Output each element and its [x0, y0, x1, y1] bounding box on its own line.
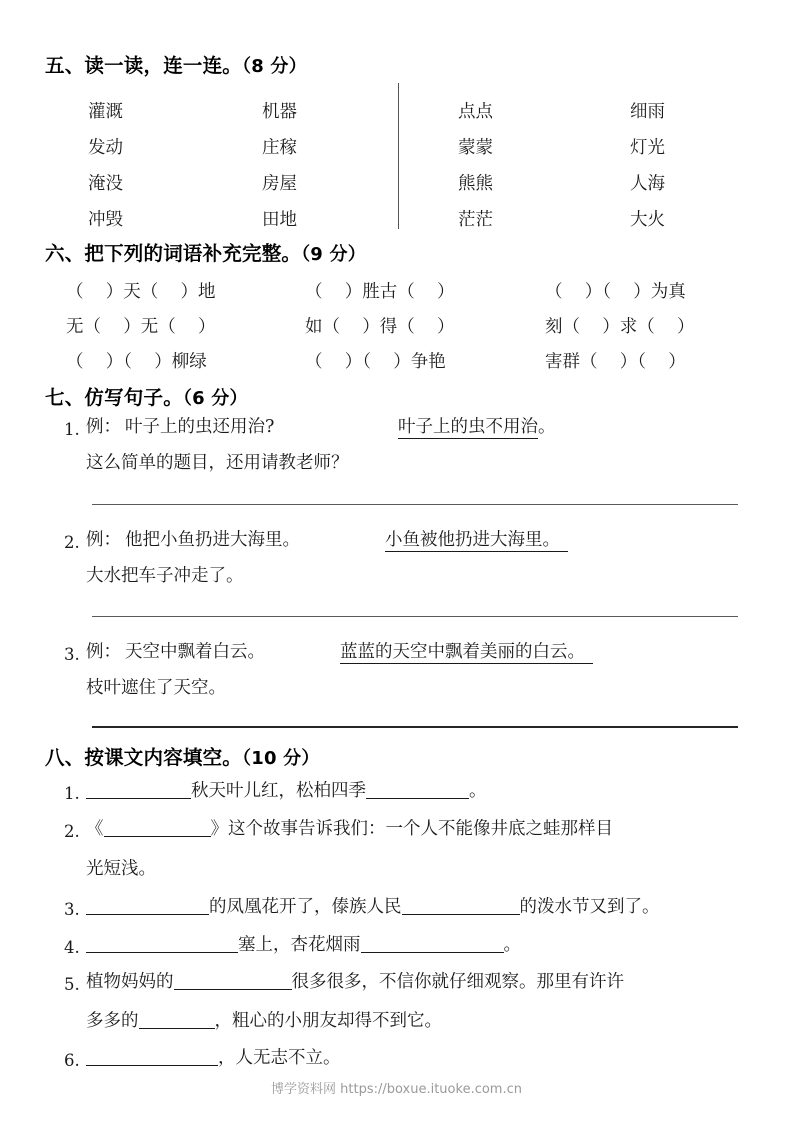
eight-item-1-line2: 光短浅。: [86, 859, 156, 879]
eight-item-1-num: 2.: [64, 822, 80, 841]
idiom-1-2[interactable]: 刻（ ）求（ ）: [545, 317, 695, 337]
watermark: 博学资料网 https://boxue.ituoke.com.cn: [271, 1082, 522, 1097]
eight-item-3-num: 4.: [64, 938, 80, 957]
match-right-a-3[interactable]: 茫茫: [458, 210, 493, 230]
match-right-a-2[interactable]: 熊熊: [458, 174, 493, 194]
seven-item-1-label: 例：: [86, 530, 121, 550]
section-five-heading: [45, 50, 307, 78]
seven-item-0-answer-tail: 。: [538, 417, 556, 437]
section-eight-title: 八、按课文内容填空。: [45, 746, 243, 769]
seven-answer-line-2[interactable]: [92, 726, 738, 728]
match-left-b-1[interactable]: 庄稼: [262, 138, 297, 158]
seven-item-1-answer-wrap: [385, 532, 568, 550]
eight-item-4-blank-a[interactable]: [174, 989, 292, 990]
eight-item-0-post: 。: [469, 781, 487, 801]
seven-item-1-example: 他把小鱼扔进大海里。: [125, 530, 300, 550]
match-right-a-0[interactable]: 点点: [458, 102, 493, 122]
eight-item-1-blank-a[interactable]: [104, 836, 211, 837]
section-seven-points: （6 分）: [182, 388, 248, 409]
eight-item-2-num: 3.: [64, 900, 80, 919]
idiom-0-1[interactable]: （ ）胜古（ ）: [305, 282, 455, 302]
eight-item-4-line: [86, 974, 624, 992]
eight-item-0-line: [86, 783, 487, 801]
section-five-title: 五、读一读，连一连。: [45, 54, 243, 77]
eight-item-1-line: [86, 821, 613, 839]
eight-item-2-line: [86, 899, 660, 917]
seven-answer-line-1[interactable]: [92, 616, 738, 617]
match-right-b-2[interactable]: 人海: [630, 174, 665, 194]
section-five-points: （8 分）: [242, 56, 307, 77]
eight-item-3-blank-a[interactable]: [86, 952, 238, 953]
idiom-2-2[interactable]: 害群（ ）（ ）: [545, 352, 686, 372]
seven-item-1-prompt: 大水把车子冲走了。: [86, 566, 244, 586]
section-seven-title: 七、仿写句子。: [45, 386, 183, 409]
match-left-b-2[interactable]: 房屋: [262, 174, 297, 194]
eight-item-4-line2-pre: 多多的: [86, 1011, 139, 1031]
seven-item-0-answer: 叶子上的虫不用治: [398, 417, 538, 437]
eight-item-2-blank-a[interactable]: [86, 914, 209, 915]
seven-item-0-prompt: 这么简单的题目，还用请教老师？: [86, 453, 349, 473]
eight-item-0-blank-b[interactable]: [366, 798, 469, 799]
seven-item-0-answer-wrap: [398, 419, 556, 437]
seven-item-0-label: 例：: [86, 417, 121, 437]
eight-item-4-line2: [86, 1013, 442, 1031]
seven-item-2-label: 例：: [86, 642, 121, 662]
seven-item-0-num: 1.: [64, 420, 80, 439]
section-eight-heading: [45, 742, 320, 770]
eight-item-3-post: 。: [503, 935, 521, 955]
eight-item-2-mid: 的凤凰花开了，傣族人民: [209, 897, 402, 917]
match-right-b-3[interactable]: 大火: [630, 210, 665, 230]
seven-item-0-example: 叶子上的虫还用治?: [125, 417, 275, 437]
section-six-points: （9 分）: [301, 244, 366, 265]
seven-item-2-example: 天空中飘着白云。: [125, 642, 265, 662]
idiom-1-1[interactable]: 如（ ）得（ ）: [305, 317, 455, 337]
eight-item-2-blank-b[interactable]: [402, 914, 520, 915]
match-left-a-2[interactable]: 淹没: [88, 174, 123, 194]
seven-item-2-num: 3.: [64, 645, 80, 664]
seven-item-2-answer: 蓝蓝的天空中飘着美丽的白云。: [340, 642, 593, 664]
eight-item-0-blank-a[interactable]: [86, 798, 191, 799]
section-eight-points: （10 分）: [242, 748, 320, 769]
seven-item-2-prompt: 枝叶遮住了天空。: [86, 678, 226, 698]
eight-item-1-pre: 《: [86, 819, 104, 839]
eight-item-5-blank-a[interactable]: [86, 1065, 218, 1066]
eight-item-2-post: 的泼水节又到了。: [519, 897, 660, 917]
eight-item-3-mid: 塞上，杏花烟雨: [238, 935, 361, 955]
eight-item-4-num: 5.: [64, 975, 80, 994]
seven-item-2-answer-wrap: [340, 644, 593, 662]
eight-item-1-mid: 》这个故事告诉我们：一个人不能像井底之蛙那样目: [210, 819, 613, 839]
eight-item-0-mid: 秋天叶儿红，松柏四季: [191, 781, 366, 801]
seven-answer-line-0[interactable]: [92, 504, 738, 505]
eight-item-0-num: 1.: [64, 784, 80, 803]
match-left-b-0[interactable]: 机器: [262, 102, 297, 122]
eight-item-4-pre: 植物妈妈的: [86, 972, 174, 992]
eight-item-4-line2-post: ，粗心的小朋友却得不到它。: [214, 1011, 442, 1031]
eight-item-5-post: ，人无志不立。: [218, 1048, 341, 1068]
eight-item-5-line: [86, 1050, 341, 1068]
match-left-a-3[interactable]: 冲毁: [88, 210, 123, 230]
match-left-a-1[interactable]: 发动: [88, 138, 123, 158]
match-left-a-0[interactable]: 灌溉: [88, 102, 123, 122]
section-seven-heading: [45, 382, 248, 410]
match-right-b-0[interactable]: 细雨: [630, 102, 665, 122]
match-right-a-1[interactable]: 蒙蒙: [458, 138, 493, 158]
seven-item-1-num: 2.: [64, 533, 80, 552]
match-right-b-1[interactable]: 灯光: [630, 138, 665, 158]
section-six-heading: [45, 238, 366, 266]
idiom-0-0[interactable]: （ ）天（ ）地: [66, 282, 216, 302]
eight-item-4-mid: 很多很多，不信你就仔细观察。那里有许许: [291, 972, 624, 992]
section-six-title: 六、把下列的词语补充完整。: [45, 242, 302, 265]
matching-column-divider: [398, 83, 399, 229]
idiom-1-0[interactable]: 无（ ）无（ ）: [66, 317, 216, 337]
eight-item-3-blank-b[interactable]: [361, 952, 504, 953]
match-left-b-3[interactable]: 田地: [262, 210, 297, 230]
eight-item-3-line: [86, 937, 521, 955]
idiom-0-2[interactable]: （ ）（ ）为真: [545, 282, 686, 302]
idiom-2-1[interactable]: （ ）（ ）争艳: [305, 352, 446, 372]
eight-item-4-blank-b[interactable]: [139, 1028, 215, 1029]
seven-item-1-answer: 小鱼被他扔进大海里。: [385, 530, 568, 552]
eight-item-5-num: 6.: [64, 1051, 80, 1070]
idiom-2-0[interactable]: （ ）（ ）柳绿: [66, 352, 207, 372]
